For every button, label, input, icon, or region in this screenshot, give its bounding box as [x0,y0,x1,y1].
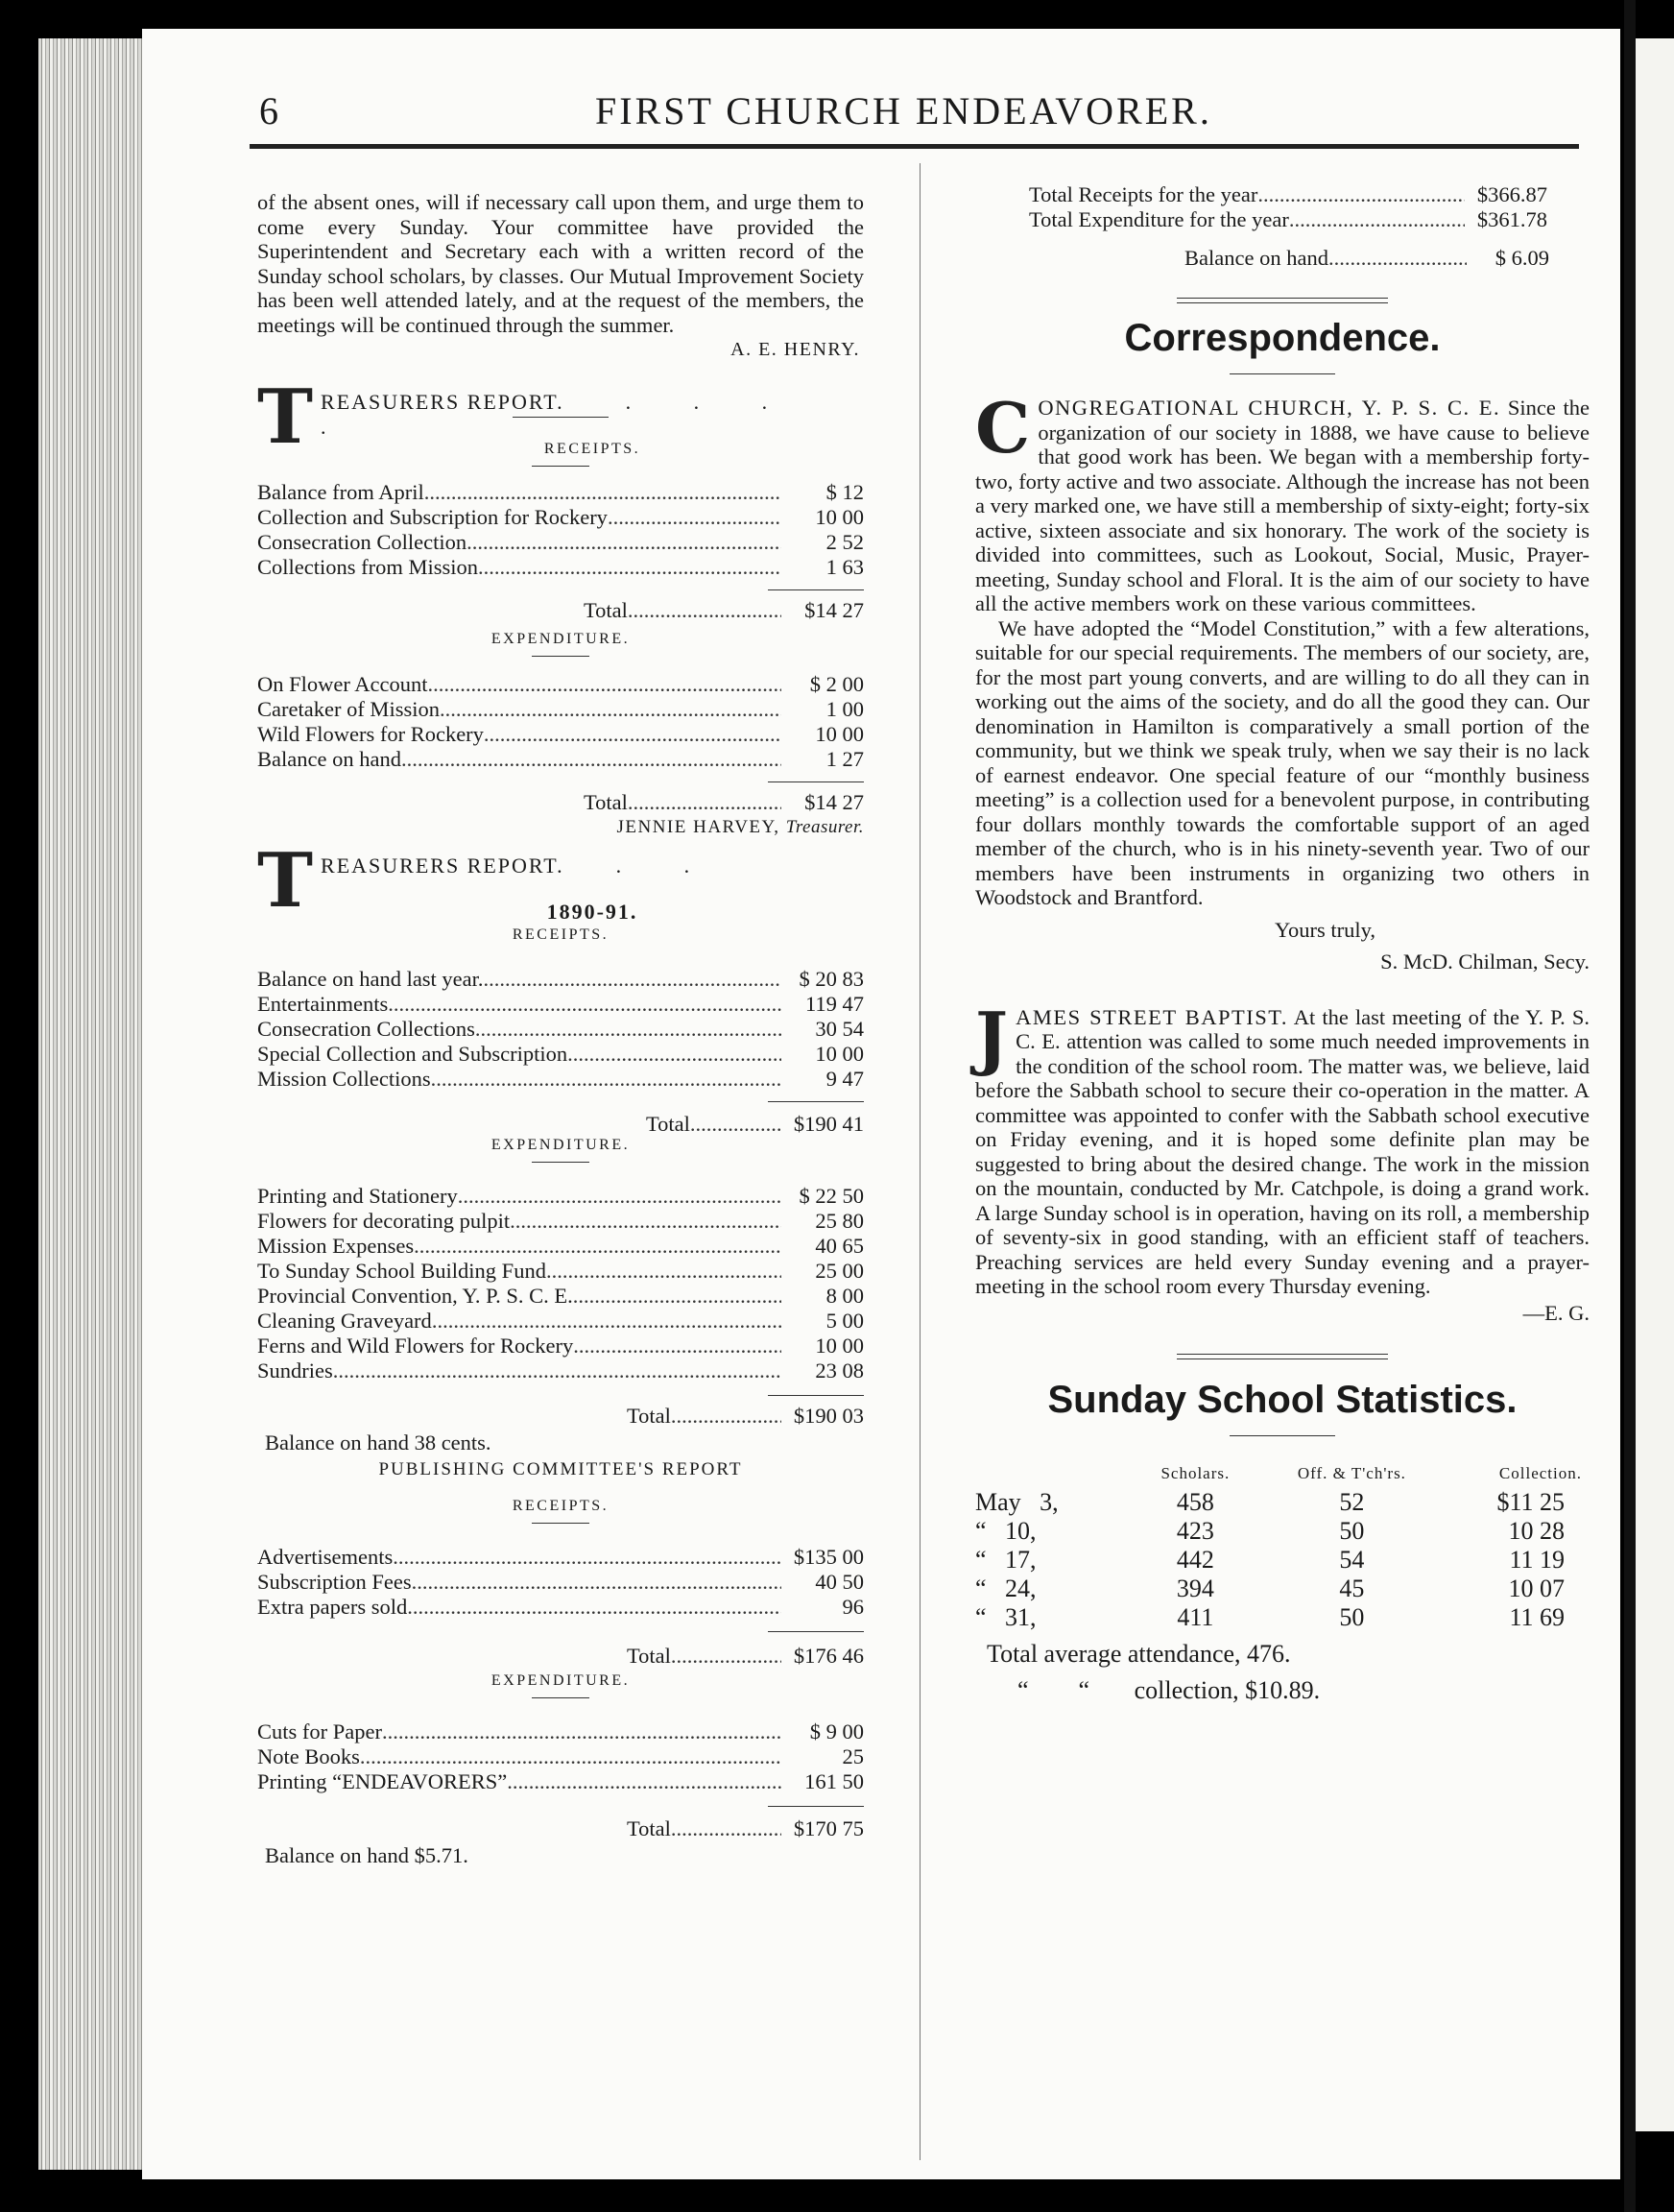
stats-cell: 442 [1176,1546,1214,1574]
divider [768,589,864,590]
ledger-label: Total Expenditure for the year [1029,207,1289,231]
stats-collection: collection, $10.89. [1134,1676,1321,1704]
ledger-amount: $ 9 00 [809,1719,864,1743]
stats-cell: 50 [1339,1603,1365,1631]
ledger-line [257,1309,864,1334]
total-line: Total ..... $190 03 [627,1404,864,1429]
stats-cell: May 3, [975,1488,1059,1516]
publishing-title: PUBLISHING COMMITTEE'S REPORT [378,1459,743,1479]
letter-signature: S. McD. Chilman, Secy. [1380,950,1590,974]
stats-cell: 11 69 [1509,1603,1565,1631]
ledger-amount: 25 80 [815,1209,864,1233]
page-number: 6 [259,89,278,132]
ledger-label: Mission Collections [257,1067,431,1091]
left-column [257,190,864,1868]
ledger-amount: $ 22 50 [799,1184,864,1208]
ledger-amount: 8 00 [825,1284,864,1308]
publishing-expenditure-list [257,1719,864,1794]
divider [768,781,864,782]
leader-dots [466,530,781,555]
ledger-line [257,697,864,722]
balance-note: Balance on hand 38 cents. [265,1431,491,1455]
leader-dots [393,1545,781,1570]
ledger-label: Cuts for Paper [257,1719,382,1743]
stats-cell: 411 [1177,1603,1214,1631]
letter-james-street [975,996,1590,1326]
ledger-label: Sundries [257,1358,333,1382]
ledger-line [257,747,864,772]
correspondence-heading: Correspondence. [1124,317,1441,359]
receipts-label: RECEIPTS. [512,926,610,943]
ledger-label: Advertisements [257,1545,394,1569]
leader-dots [510,1209,781,1234]
ledger-amount: 161 50 [804,1769,864,1793]
receipts-label: RECEIPTS. [543,441,641,457]
ledger-label: Collections from Mission [257,555,478,579]
ledger-label: To Sunday School Building Fund [257,1259,546,1283]
total-line: Total ..... $14 27 [584,598,864,623]
leader-dots [484,722,781,747]
leader-dots [440,697,781,722]
divider [768,1631,864,1632]
letter-paragraph: We have adopted the “Model Constitution,” with a few alterations, suitable for our special requirements. The members of our society, are, for the most part young converts, and are willing to do all they can in working out the aims of the society, and do all the good they can. Our denomination in Hamilton is comparatively a small portion of the community, but we think we speak truly, when we say their is no lack of earnest endeavor. One special feature of our “monthly business meeting” is a collection used for a benevolent purpose, in contributing four dollars monthly towards the comfortable support of an aged member of the church, who is in his ninety-seventh year. Two of our members have been instruments in organizing two others in Woodstock and Brantford. [975,615,1590,909]
ledger-line [257,1017,864,1042]
divider [532,1162,589,1163]
ledger-line [257,1719,864,1744]
ledger-amount: 2 52 [825,530,864,554]
ledger-line [257,1744,864,1769]
ledger-line [257,1570,864,1595]
stats-collection-line [975,1676,1590,1705]
expenditure-label: EXPENDITURE. [490,1137,631,1153]
total-line: Total ..... $14 27 [584,790,864,815]
stats-cell: “ 31, [975,1603,1037,1631]
ledger-line [257,555,864,580]
stats-cell: 52 [1339,1488,1365,1516]
ledger-amount: 40 50 [815,1570,864,1594]
leader-dots [608,505,781,530]
stats-cell: 423 [1176,1517,1214,1545]
divider [768,1101,864,1102]
ledger-label: Flowers for decorating pulpit [257,1209,511,1233]
ornament-dots: . . [615,854,719,878]
leader-dots [407,1595,781,1620]
ledger-line [257,1334,864,1358]
page-title: FIRST CHURCH ENDEAVORER. [595,89,1212,132]
ledger-line [257,722,864,747]
right-column [975,182,1590,1705]
total-line: Total ..... $190 41 [646,1112,864,1137]
leader-dots [573,1284,781,1309]
stats-cell: 394 [1176,1575,1214,1602]
ledger-label: Cleaning Graveyard [257,1309,432,1333]
ledger-amount: 9 47 [825,1067,864,1091]
divider [532,656,589,657]
stats-cell: “ 17, [975,1546,1037,1574]
leader-dots [401,747,781,772]
stats-cell: 458 [1176,1488,1214,1516]
stats-cell: 10 28 [1508,1517,1565,1545]
ledger-amount: 1 63 [825,555,864,579]
ledger-label: Consecration Collections [257,1017,475,1041]
leader-dots [573,1334,781,1358]
ledger-label: Extra papers sold [257,1595,408,1619]
receipts-label: RECEIPTS. [512,1498,610,1514]
divider [532,1523,589,1524]
stats-cell: “ 24, [975,1575,1037,1602]
balance-line: Balance on hand ..... $ 6.09 [1184,246,1549,271]
stats-cell: 10 07 [1508,1575,1565,1602]
leader-dots [1257,182,1465,207]
header-rule [250,144,1579,149]
letter-signature: —E. G. [1522,1300,1590,1325]
ledger-label: Mission Expenses [257,1234,415,1258]
ledger-amount: 10 00 [815,505,864,529]
ledger-line [257,1042,864,1067]
report-year: 1890-91. [546,900,638,924]
stats-cell: 54 [1339,1546,1365,1574]
treasurer-signature: JENNIE HARVEY, Treasurer. [616,817,864,837]
ledger-amount: 10 00 [815,1334,864,1358]
leader-dots [567,1042,781,1067]
stats-column-header: Scholars. [1160,1464,1231,1482]
ledger-label: Balance on hand [257,747,401,771]
ledger-line [257,1358,864,1383]
divider [532,466,589,467]
ledger-label: Ferns and Wild Flowers for Rockery [257,1334,574,1358]
ledger-line [257,1067,864,1092]
letter-opening: AMES STREET BAPTIST. [1016,1004,1288,1029]
ledger-line [257,1284,864,1309]
divider [1177,302,1388,303]
ledger-amount: 1 00 [825,697,864,721]
divider [532,1697,589,1698]
leader-dots [382,1719,781,1744]
ledger-label: Printing “ENDEAVORERS” [257,1769,508,1793]
ledger-amount: 1 27 [825,747,864,771]
leader-dots [412,1570,781,1595]
report1-expenditure-list [257,672,864,772]
leader-dots [475,1017,781,1042]
divider [1230,373,1335,374]
ledger-amount: $ 12 [825,480,864,504]
ledger-line [257,1234,864,1259]
ledger-label: Total Receipts for the year [1029,182,1258,206]
divider [1177,1354,1388,1355]
column-divider [920,163,921,2160]
stats-cell: 11 19 [1509,1546,1565,1574]
ledger-amount: 119 47 [804,992,864,1016]
stats-row [975,1517,1582,1546]
ledger-line [257,1209,864,1234]
letter-congregational [975,387,1590,974]
leader-dots [431,1067,781,1092]
stats-cell: 50 [1339,1517,1365,1545]
leader-dots [546,1259,781,1284]
ledger-amount: 96 [842,1595,864,1619]
ledger-line [257,967,864,992]
report-title: REASURERS REPORT. [321,390,564,414]
ledger-amount: $366.87 [1476,182,1547,206]
leader-dots [360,1744,781,1769]
stats-row [975,1575,1582,1603]
stats-cell: $11 25 [1496,1488,1565,1516]
letter-opening: ONGREGATIONAL CHURCH, Y. P. S. C. E. [1038,396,1501,420]
leader-dots [414,1234,781,1259]
expenditure-label: EXPENDITURE. [490,631,631,647]
letter-closing: Yours truly, [1275,917,1376,942]
total-line: Total ..... $170 75 [627,1816,864,1841]
divider [768,1806,864,1807]
drop-cap: T [257,837,314,925]
divider [513,417,609,418]
ledger-amount: $135 00 [793,1545,864,1569]
expenditure-label: EXPENDITURE. [490,1672,631,1689]
ledger-line [257,1259,864,1284]
report2-expenditure-list [257,1184,864,1383]
ledger-label: Provincial Convention, Y. P. S. C. E. [257,1284,573,1308]
stats-attendance: Total average attendance, 476. [987,1640,1291,1668]
leader-dots [388,992,781,1017]
divider [1177,1358,1388,1359]
stats-row [975,1488,1582,1517]
leader-dots [484,967,781,992]
ledger-amount: 30 54 [815,1017,864,1041]
ledger-line [257,505,864,530]
intro-signature: A. E. HENRY. [730,339,860,360]
stats-row [975,1603,1582,1632]
leader-dots [1289,207,1465,232]
drop-cap: J [975,996,1009,1078]
ledger-line [257,530,864,555]
total-line: Total ..... $176 46 [627,1644,864,1669]
drop-cap: T [257,373,314,461]
report1-receipts-list [257,480,864,580]
ledger-label: Consecration Collection [257,530,467,554]
drop-cap: C [975,387,1031,469]
ledger-amount: 25 [842,1744,864,1768]
report2-receipts-list [257,967,864,1092]
stats-column-header: Off. & T'ch'rs. [1297,1464,1406,1482]
ledger-line [257,1769,864,1794]
ornament-dots: . . . . [321,390,797,439]
ledger-label: Printing and Stationery [257,1184,458,1208]
facing-page-edge [1636,38,1674,2131]
ledger-line [257,1545,864,1570]
ledger-line [257,1184,864,1209]
ledger-label: Entertainments [257,992,389,1016]
stats-cell: 45 [1339,1575,1365,1602]
ledger-label: Balance from April [257,480,424,504]
ledger-line [257,480,864,505]
ledger-line [257,1595,864,1620]
ledger-line [257,992,864,1017]
divider [768,1395,864,1396]
report-title: REASURERS REPORT. [321,854,564,878]
leader-dots [478,555,781,580]
leader-dots [507,1769,781,1794]
ledger-label: Wild Flowers for Rockery [257,722,484,746]
ledger-label: Caretaker of Mission [257,697,440,721]
ledger-line [257,672,864,697]
ledger-amount: $ 2 00 [809,672,864,696]
leader-dots [333,1358,781,1383]
ledger-amount: 23 08 [815,1358,864,1382]
stats-column-header [975,1459,1122,1488]
ledger-amount: 40 65 [815,1234,864,1258]
book-page-edges [38,38,144,2170]
ledger-label: Special Collection and Subscription [257,1042,568,1066]
ledger-amount: 10 00 [815,722,864,746]
statistics-table [975,1459,1582,1632]
publishing-receipts-list [257,1545,864,1620]
divider [1230,1435,1335,1436]
ledger-amount: $361.78 [1476,207,1547,231]
ledger-label: Subscription Fees [257,1570,412,1594]
stats-row [975,1546,1582,1575]
stats-column-header: Collection. [1498,1464,1582,1482]
ledger-amount: 5 00 [825,1309,864,1333]
balance-note: Balance on hand $5.71. [265,1843,468,1867]
letter-paragraph: Since the organization of our society in 1888, we have cause to believe that good work has been. We began with a membership forty-two, forty active and two associate. Although the increase has not been a very marked one, we have still a membership of sixty-eight; forty-six active, sixteen associate and six honorary. The work of the society is divided into committees, such as Lookout, Social, Music, Prayer-meeting, Sunday school and Floral. It is the aim of our society to have all the active members work on these various committees. [975,396,1590,615]
letter-paragraph: At the last meeting of the Y. P. S. C. E. attention was called to some much needed improvements in the condition of the school room. The matter was, we believe, laid before the Sabbath school to secure their co-operation in the matter. A committee was appointed to confer with the Sabbath school executive on Friday evening, and it is hoped some definite plan may be suggested to bring about the desired change. The work in the mission on the mountain, conducted by Mr. Catchpole, is doing a grand work. A large Sunday school is in operation, having on its roll, a membership of seventy-six in good standing, with an efficient staff of teachers. Preaching services are held every Sunday evening and a prayer-meeting in the school room every Thursday evening. [975,1004,1590,1298]
leader-dots [432,1309,781,1334]
intro-paragraph: of the absent ones, will if necessary call upon them, and urge them to come every Sunday. Your committee have provided the Superintendent and Secretary each with a written record of the Sunday school scholars, by classes. Our Mutual Improvement Society has been well attended lately, and at the request of the members, the meetings will be continued through the summer. [257,190,864,337]
ledger-line [1029,182,1547,207]
ledger-amount: $ 20 83 [799,967,864,991]
leader-dots [424,480,781,505]
divider [1177,298,1388,299]
ledger-label: Balance on hand last year. [257,967,484,991]
ledger-label: Note Books [257,1744,360,1768]
ditto-marks: “ “ [1017,1676,1090,1704]
stats-heading: Sunday School Statistics. [1047,1379,1518,1421]
book-gutter [1624,0,1636,2212]
ledger-label: On Flower Account [257,672,428,696]
leader-dots [427,672,781,697]
leader-dots [458,1184,781,1209]
ledger-label: Collection and Subscription for Rockery [257,505,608,529]
ledger-amount: 10 00 [815,1042,864,1066]
stats-cell: “ 10, [975,1517,1037,1545]
ledger-amount: 25 00 [815,1259,864,1283]
ledger-line [1029,207,1547,232]
year-totals [975,182,1547,232]
